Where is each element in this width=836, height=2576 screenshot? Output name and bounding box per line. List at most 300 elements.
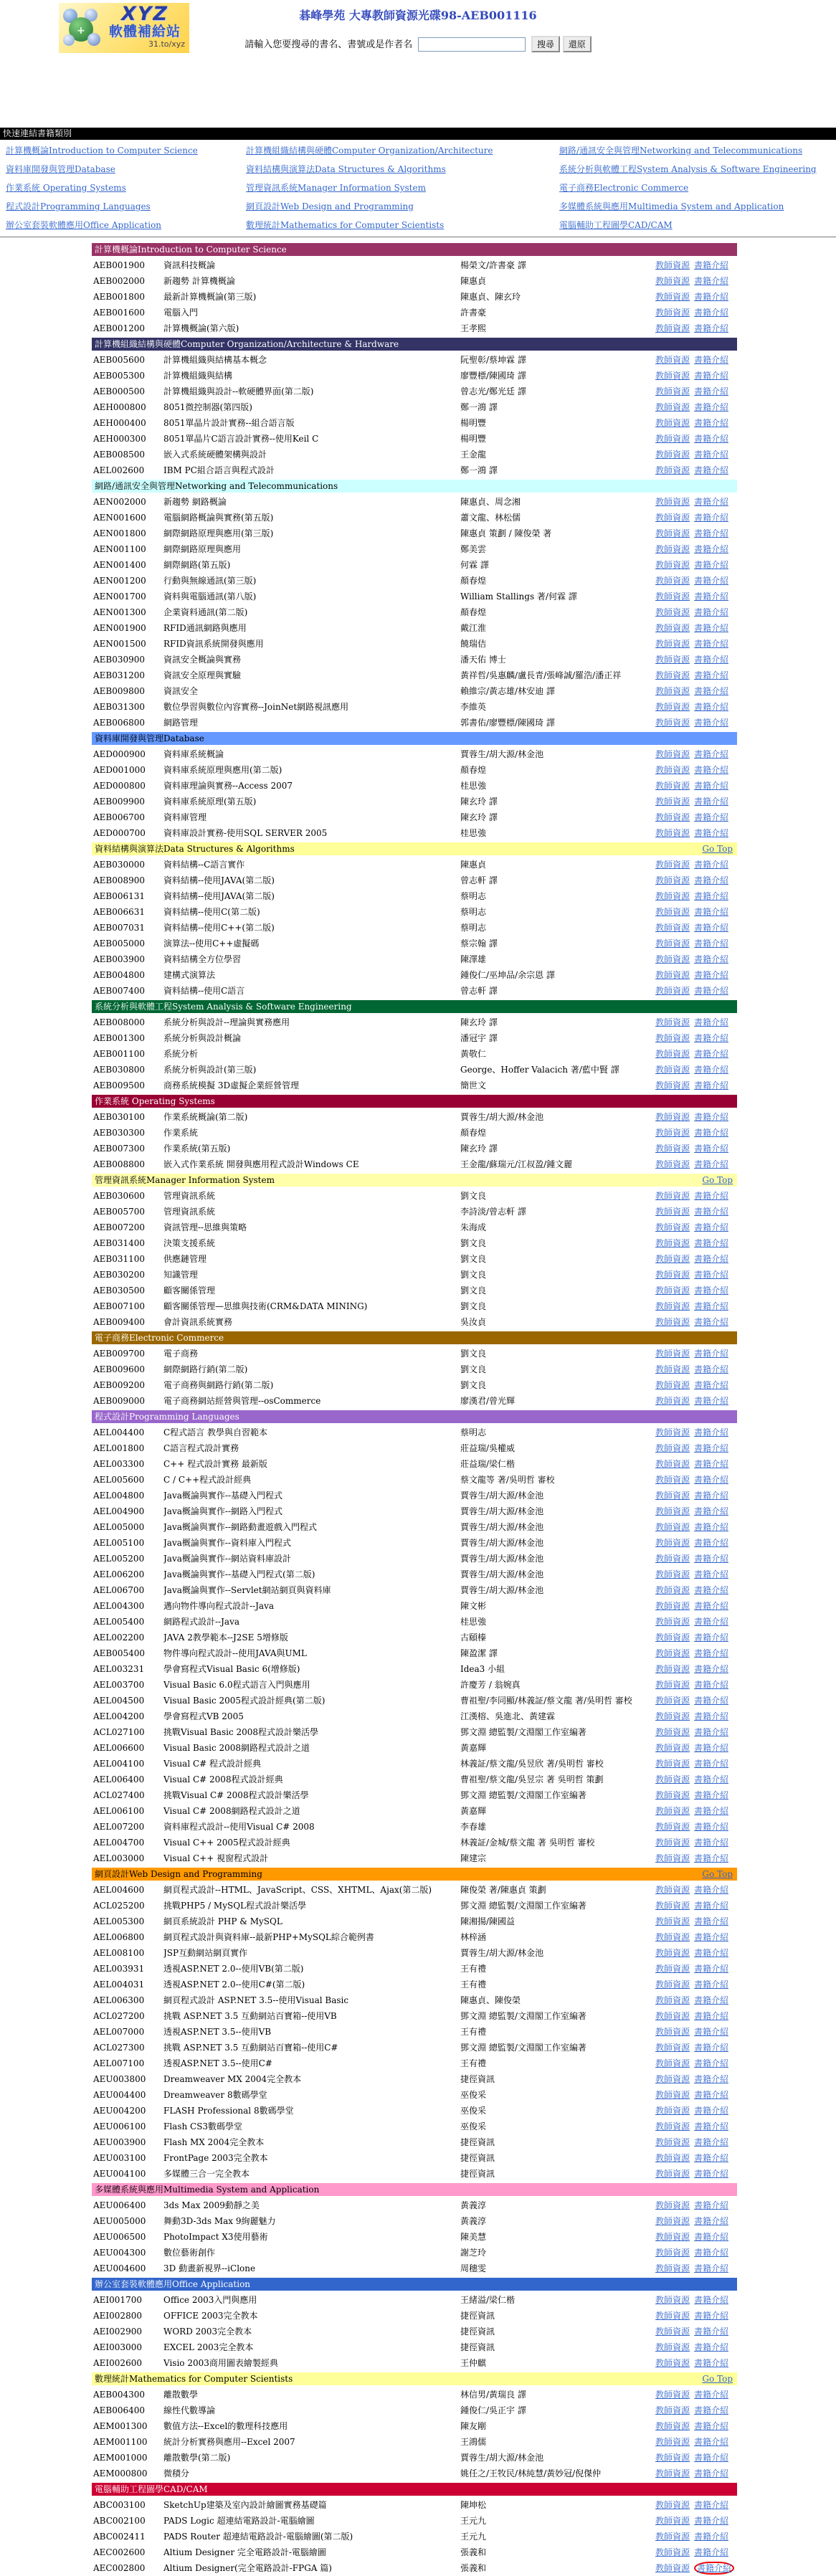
search-input[interactable] <box>418 37 526 52</box>
book-intro-link[interactable]: 書籍介紹 <box>694 1128 729 1138</box>
teacher-resource-link[interactable]: 教師資源 <box>655 607 690 617</box>
quick-link-14[interactable]: 電腦輔助工程圖學CAD/CAM <box>559 220 673 230</box>
teacher-resource-link[interactable]: 教師資源 <box>655 2516 690 2526</box>
teacher-resource-link[interactable]: 教師資源 <box>655 1790 690 1800</box>
teacher-resource-link[interactable]: 教師資源 <box>655 1065 690 1075</box>
book-intro-link[interactable]: 書籍介紹 <box>694 2027 729 2037</box>
quick-link-0[interactable]: 計算機概論Introduction to Computer Science <box>6 146 198 156</box>
book-intro-link[interactable]: 書籍介紹 <box>694 2358 729 2368</box>
book-intro-link[interactable]: 書籍介紹 <box>694 1522 729 1532</box>
book-intro-link[interactable]: 書籍介紹 <box>694 1901 729 1911</box>
book-intro-link[interactable]: 書籍介紹 <box>694 1380 729 1390</box>
teacher-resource-link[interactable]: 教師資源 <box>655 2043 690 2053</box>
reset-button[interactable]: 還原 <box>563 36 592 52</box>
book-intro-link[interactable]: 書籍介紹 <box>694 2532 729 2542</box>
book-intro-link[interactable]: 書籍介紹 <box>694 1932 729 1942</box>
book-row <box>92 2197 737 2213</box>
book-intro-link[interactable]: 書籍介紹 <box>694 2200 729 2210</box>
book-intro-link[interactable]: 書籍介紹 <box>694 1459 729 1469</box>
teacher-resource-link[interactable]: 教師資源 <box>655 1364 690 1374</box>
book-intro-link[interactable]: 書籍介紹 <box>694 1853 729 1863</box>
book-intro-link[interactable]: 書籍介紹 <box>694 2295 729 2305</box>
quick-link-12[interactable]: 辦公室套裝軟體應用Office Application <box>6 220 162 230</box>
teacher-resource-link[interactable]: 教師資源 <box>655 1475 690 1485</box>
teacher-resource-link[interactable]: 教師資源 <box>655 2532 690 2542</box>
teacher-resource-link[interactable]: 教師資源 <box>655 1080 690 1090</box>
book-intro-link[interactable]: 書籍介紹 <box>694 2405 729 2415</box>
teacher-resource-link[interactable]: 教師資源 <box>655 2563 690 2573</box>
book-code: AEC002800 <box>93 2563 146 2573</box>
teacher-resource-link[interactable]: 教師資源 <box>655 1853 690 1863</box>
teacher-resource-link[interactable]: 教師資源 <box>655 1901 690 1911</box>
book-intro-link[interactable]: 書籍介紹 <box>694 2562 734 2575</box>
book-intro-link[interactable]: 書籍介紹 <box>694 1995 729 2005</box>
teacher-resource-link[interactable]: 教師資源 <box>655 1838 690 1848</box>
book-intro-link[interactable]: 書籍介紹 <box>694 607 729 617</box>
go-top-link[interactable]: Go Top <box>702 2374 733 2384</box>
book-intro-link[interactable]: 書籍介紹 <box>694 1427 729 1437</box>
teacher-resource-link[interactable]: 教師資源 <box>655 591 690 602</box>
teacher-resource-link[interactable]: 教師資源 <box>655 1443 690 1453</box>
book-intro-link[interactable]: 書籍介紹 <box>694 986 729 996</box>
book-intro-link[interactable]: 書籍介紹 <box>694 1822 729 1832</box>
book-intro-link[interactable]: 書籍介紹 <box>694 1648 729 1658</box>
quick-link-10[interactable]: 網頁設計Web Design and Programming <box>246 201 414 212</box>
book-intro-link[interactable]: 書籍介紹 <box>694 1112 729 1122</box>
book-intro-link[interactable]: 書籍介紹 <box>694 386 729 396</box>
go-top-link[interactable]: Go Top <box>702 844 733 854</box>
book-intro-link[interactable]: 書籍介紹 <box>694 1790 729 1800</box>
quick-link-13[interactable]: 數理統計Mathematics for Computer Scientists <box>246 220 445 230</box>
teacher-resource-link[interactable]: 教師資源 <box>655 2405 690 2415</box>
book-code: AEB009600 <box>93 1364 146 1374</box>
teacher-resource-link[interactable]: 教師資源 <box>655 1301 690 1311</box>
teacher-resource-link[interactable]: 教師資源 <box>655 544 690 554</box>
quick-link-3[interactable]: 資料庫開發與管理Database <box>6 164 115 174</box>
teacher-resource-link[interactable]: 教師資源 <box>655 623 690 633</box>
teacher-resource-link[interactable]: 教師資源 <box>655 1664 690 1674</box>
book-intro-link[interactable]: 書籍介紹 <box>694 1144 729 1154</box>
book-intro-link[interactable]: 書籍介紹 <box>694 1049 729 1059</box>
quick-link-2[interactable]: 網路/通訊安全與管理Networking and Telecommunications <box>559 146 803 156</box>
teacher-resource-link[interactable]: 教師資源 <box>655 2263 690 2273</box>
quick-link-9[interactable]: 程式設計Programming Languages <box>6 201 151 212</box>
book-intro-link[interactable]: 書籍介紹 <box>694 1191 729 1201</box>
book-intro-link[interactable]: 書籍介紹 <box>694 2074 729 2084</box>
book-intro-link[interactable]: 書籍介紹 <box>694 812 729 822</box>
book-intro-link[interactable]: 書籍介紹 <box>694 2263 729 2273</box>
teacher-resource-link[interactable]: 教師資源 <box>655 1759 690 1769</box>
teacher-resource-link[interactable]: 教師資源 <box>655 2500 690 2510</box>
book-intro-link[interactable]: 書籍介紹 <box>694 2137 729 2147</box>
book-intro-link[interactable]: 書籍介紹 <box>694 2090 729 2100</box>
teacher-resource-link[interactable]: 教師資源 <box>655 1128 690 1138</box>
teacher-resource-link[interactable]: 教師資源 <box>655 1743 690 1753</box>
book-links <box>655 1377 737 1393</box>
book-intro-link[interactable]: 書籍介紹 <box>694 718 729 728</box>
book-intro-link[interactable]: 書籍介紹 <box>694 260 729 270</box>
book-intro-link[interactable]: 書籍介紹 <box>694 2516 729 2526</box>
book-intro-link[interactable]: 書籍介紹 <box>694 2169 729 2179</box>
teacher-resource-link[interactable]: 教師資源 <box>655 2342 690 2352</box>
book-intro-link[interactable]: 書籍介紹 <box>694 1664 729 1674</box>
teacher-resource-link[interactable]: 教師資源 <box>655 1238 690 1248</box>
teacher-resource-link[interactable]: 教師資源 <box>655 1617 690 1627</box>
teacher-resource-link[interactable]: 教師資源 <box>655 655 690 665</box>
book-intro-link[interactable]: 書籍介紹 <box>694 1743 729 1753</box>
teacher-resource-link[interactable]: 教師資源 <box>655 1207 690 1217</box>
teacher-resource-link[interactable]: 教師資源 <box>655 308 690 318</box>
book-intro-link[interactable]: 書籍介紹 <box>694 1585 729 1595</box>
quick-link-1[interactable]: 計算機組織結構與硬體Computer Organization/Architecture <box>246 146 493 156</box>
teacher-resource-link[interactable]: 教師資源 <box>655 528 690 538</box>
teacher-resource-link[interactable]: 教師資源 <box>655 418 690 428</box>
teacher-resource-link[interactable]: 教師資源 <box>655 1538 690 1548</box>
teacher-resource-link[interactable]: 教師資源 <box>655 2421 690 2431</box>
book-intro-link[interactable]: 書籍介紹 <box>694 308 729 318</box>
book-intro-link[interactable]: 書籍介紹 <box>694 1806 729 1816</box>
teacher-resource-link[interactable]: 教師資源 <box>655 1144 690 1154</box>
book-intro-link[interactable]: 書籍介紹 <box>694 2121 729 2131</box>
book-intro-link[interactable]: 書籍介紹 <box>694 1696 729 1706</box>
book-intro-link[interactable]: 書籍介紹 <box>694 2342 729 2352</box>
book-intro-link[interactable]: 書籍介紹 <box>694 418 729 428</box>
teacher-resource-link[interactable]: 教師資源 <box>655 938 690 949</box>
teacher-resource-link[interactable]: 教師資源 <box>655 1491 690 1501</box>
book-intro-link[interactable]: 書籍介紹 <box>694 1727 729 1737</box>
teacher-resource-link[interactable]: 教師資源 <box>655 686 690 696</box>
book-intro-link[interactable]: 書籍介紹 <box>694 1759 729 1769</box>
teacher-resource-link[interactable]: 教師資源 <box>655 576 690 586</box>
teacher-resource-link[interactable]: 教師資源 <box>655 2468 690 2478</box>
teacher-resource-link[interactable]: 教師資源 <box>655 1569 690 1579</box>
teacher-resource-link[interactable]: 教師資源 <box>655 1017 690 1027</box>
book-intro-link[interactable]: 書籍介紹 <box>694 1285 729 1296</box>
teacher-resource-link[interactable]: 教師資源 <box>655 797 690 807</box>
book-intro-link[interactable]: 書籍介紹 <box>694 1617 729 1627</box>
book-intro-link[interactable]: 書籍介紹 <box>694 2468 729 2478</box>
book-intro-link[interactable]: 書籍介紹 <box>694 2390 729 2400</box>
teacher-resource-link[interactable]: 教師資源 <box>655 1112 690 1122</box>
book-intro-link[interactable]: 書籍介紹 <box>694 2421 729 2431</box>
teacher-resource-link[interactable]: 教師資源 <box>655 1254 690 1264</box>
book-intro-link[interactable]: 書籍介紹 <box>694 1538 729 1548</box>
book-intro-link[interactable]: 書籍介紹 <box>694 1017 729 1027</box>
teacher-resource-link[interactable]: 教師資源 <box>655 1222 690 1232</box>
teacher-resource-link[interactable]: 教師資源 <box>655 2547 690 2557</box>
book-intro-link[interactable]: 書籍介紹 <box>694 1601 729 1611</box>
teacher-resource-link[interactable]: 教師資源 <box>655 1916 690 1926</box>
teacher-resource-link[interactable]: 教師資源 <box>655 2358 690 2368</box>
book-intro-link[interactable]: 書籍介紹 <box>694 781 729 791</box>
teacher-resource-link[interactable]: 教師資源 <box>655 1191 690 1201</box>
book-intro-link[interactable]: 書籍介紹 <box>694 1774 729 1784</box>
teacher-resource-link[interactable]: 教師資源 <box>655 1049 690 1059</box>
book-intro-link[interactable]: 書籍介紹 <box>694 797 729 807</box>
teacher-resource-link[interactable]: 教師資源 <box>655 1774 690 1784</box>
teacher-resource-link[interactable]: 教師資源 <box>655 1822 690 1832</box>
book-intro-link[interactable]: 書籍介紹 <box>694 1349 729 1359</box>
book-intro-link[interactable]: 書籍介紹 <box>694 2011 729 2021</box>
teacher-resource-link[interactable]: 教師資源 <box>655 1270 690 1280</box>
book-intro-link[interactable]: 書籍介紹 <box>694 1317 729 1327</box>
book-intro-link[interactable]: 書籍介紹 <box>694 1554 729 1564</box>
teacher-resource-link[interactable]: 教師資源 <box>655 2106 690 2116</box>
book-intro-link[interactable]: 書籍介紹 <box>694 702 729 712</box>
teacher-resource-link[interactable]: 教師資源 <box>655 970 690 980</box>
book-intro-link[interactable]: 書籍介紹 <box>694 1948 729 1958</box>
teacher-resource-link[interactable]: 教師資源 <box>655 1632 690 1643</box>
book-intro-link[interactable]: 書籍介紹 <box>694 1885 729 1895</box>
teacher-resource-link[interactable]: 教師資源 <box>655 2311 690 2321</box>
book-intro-link[interactable]: 書籍介紹 <box>694 1207 729 1217</box>
book-intro-link[interactable]: 書籍介紹 <box>694 828 729 838</box>
book-intro-link[interactable]: 書籍介紹 <box>694 1033 729 1043</box>
book-intro-link[interactable]: 書籍介紹 <box>694 749 729 759</box>
teacher-resource-link[interactable]: 教師資源 <box>655 2153 690 2163</box>
teacher-resource-link[interactable]: 教師資源 <box>655 1380 690 1390</box>
book-intro-link[interactable]: 書籍介紹 <box>694 2043 729 2053</box>
section-label: 辦公室套裝軟體應用Office Application <box>95 2279 251 2289</box>
book-intro-link[interactable]: 書籍介紹 <box>694 891 729 901</box>
teacher-resource-link[interactable]: 教師資源 <box>655 2295 690 2305</box>
teacher-resource-link[interactable]: 教師資源 <box>655 2058 690 2068</box>
book-intro-link[interactable]: 書籍介紹 <box>694 1632 729 1643</box>
teacher-resource-link[interactable]: 教師資源 <box>655 497 690 507</box>
book-row <box>92 2024 737 2040</box>
book-intro-link[interactable]: 書籍介紹 <box>694 2216 729 2226</box>
teacher-resource-link[interactable]: 教師資源 <box>655 276 690 286</box>
book-intro-link[interactable]: 書籍介紹 <box>694 1222 729 1232</box>
book-intro-link[interactable]: 書籍介紹 <box>694 276 729 286</box>
teacher-resource-link[interactable]: 教師資源 <box>655 670 690 680</box>
book-intro-link[interactable]: 書籍介紹 <box>694 1396 729 1406</box>
book-intro-link[interactable]: 書籍介紹 <box>694 450 729 460</box>
book-intro-link[interactable]: 書籍介紹 <box>694 1979 729 1990</box>
teacher-resource-link[interactable]: 教師資源 <box>655 1349 690 1359</box>
book-intro-link[interactable]: 書籍介紹 <box>694 639 729 649</box>
book-code: AEL002600 <box>93 465 145 475</box>
teacher-resource-link[interactable]: 教師資源 <box>655 1727 690 1737</box>
teacher-resource-link[interactable]: 教師資源 <box>655 875 690 885</box>
teacher-resource-link[interactable]: 教師資源 <box>655 1506 690 1516</box>
teacher-resource-link[interactable]: 教師資源 <box>655 702 690 712</box>
quick-link-8[interactable]: 電子商務Electronic Commerce <box>559 183 689 193</box>
book-intro-link[interactable]: 書籍介紹 <box>694 2437 729 2447</box>
teacher-resource-link[interactable]: 教師資源 <box>655 1427 690 1437</box>
teacher-resource-link[interactable]: 教師資源 <box>655 434 690 444</box>
book-intro-link[interactable]: 書籍介紹 <box>694 544 729 554</box>
book-intro-link[interactable]: 書籍介紹 <box>694 576 729 586</box>
teacher-resource-link[interactable]: 教師資源 <box>655 371 690 381</box>
book-intro-link[interactable]: 書籍介紹 <box>694 1238 729 1248</box>
teacher-resource-link[interactable]: 教師資源 <box>655 1317 690 1327</box>
teacher-resource-link[interactable]: 教師資源 <box>655 450 690 460</box>
book-intro-link[interactable]: 書籍介紹 <box>694 1301 729 1311</box>
book-intro-link[interactable]: 書籍介紹 <box>694 2500 729 2510</box>
teacher-resource-link[interactable]: 教師資源 <box>655 2011 690 2021</box>
book-intro-link[interactable]: 書籍介紹 <box>694 1270 729 1280</box>
book-intro-link[interactable]: 書籍介紹 <box>694 970 729 980</box>
teacher-resource-link[interactable]: 教師資源 <box>655 2327 690 2337</box>
teacher-resource-link[interactable]: 教師資源 <box>655 923 690 933</box>
book-intro-link[interactable]: 書籍介紹 <box>694 1443 729 1453</box>
teacher-resource-link[interactable]: 教師資源 <box>655 1585 690 1595</box>
teacher-resource-link[interactable]: 教師資源 <box>655 1554 690 1564</box>
book-intro-link[interactable]: 書籍介紹 <box>694 2232 729 2242</box>
book-intro-link[interactable]: 書籍介紹 <box>694 292 729 302</box>
teacher-resource-link[interactable]: 教師資源 <box>655 560 690 570</box>
book-intro-link[interactable]: 書籍介紹 <box>694 528 729 538</box>
teacher-resource-link[interactable]: 教師資源 <box>655 954 690 964</box>
book-intro-link[interactable]: 書籍介紹 <box>694 954 729 964</box>
teacher-resource-link[interactable]: 教師資源 <box>655 749 690 759</box>
book-intro-link[interactable]: 書籍介紹 <box>694 1680 729 1690</box>
book-intro-link[interactable]: 書籍介紹 <box>694 686 729 696</box>
book-intro-link[interactable]: 書籍介紹 <box>694 1569 729 1579</box>
teacher-resource-link[interactable]: 教師資源 <box>655 465 690 475</box>
teacher-resource-link[interactable]: 教師資源 <box>655 2216 690 2226</box>
book-intro-link[interactable]: 書籍介紹 <box>694 1065 729 1075</box>
book-intro-link[interactable]: 書籍介紹 <box>694 765 729 775</box>
book-intro-link[interactable]: 書籍介紹 <box>694 1711 729 1721</box>
teacher-resource-link[interactable]: 教師資源 <box>655 860 690 870</box>
book-intro-link[interactable]: 書籍介紹 <box>694 1491 729 1501</box>
teacher-resource-link[interactable]: 教師資源 <box>655 1396 690 1406</box>
teacher-resource-link[interactable]: 教師資源 <box>655 1522 690 1532</box>
book-intro-link[interactable]: 書籍介紹 <box>694 434 729 444</box>
book-intro-link[interactable]: 書籍介紹 <box>694 560 729 570</box>
book-intro-link[interactable]: 書籍介紹 <box>694 670 729 680</box>
teacher-resource-link[interactable]: 教師資源 <box>655 2137 690 2147</box>
teacher-resource-link[interactable]: 教師資源 <box>655 891 690 901</box>
book-intro-link[interactable]: 書籍介紹 <box>694 2106 729 2116</box>
teacher-resource-link[interactable]: 教師資源 <box>655 1979 690 1990</box>
teacher-resource-link[interactable]: 教師資源 <box>655 1696 690 1706</box>
book-intro-link[interactable]: 書籍介紹 <box>694 2248 729 2258</box>
teacher-resource-link[interactable]: 教師資源 <box>655 986 690 996</box>
teacher-resource-link[interactable]: 教師資源 <box>655 2027 690 2037</box>
section-header <box>92 1410 737 1423</box>
teacher-resource-link[interactable]: 教師資源 <box>655 1033 690 1043</box>
teacher-resource-link[interactable]: 教師資源 <box>655 1711 690 1721</box>
teacher-resource-link[interactable]: 教師資源 <box>655 1680 690 1690</box>
teacher-resource-link[interactable]: 教師資源 <box>655 812 690 822</box>
book-intro-link[interactable]: 書籍介紹 <box>694 1159 729 1169</box>
book-intro-link[interactable]: 書籍介紹 <box>694 371 729 381</box>
teacher-resource-link[interactable]: 教師資源 <box>655 323 690 333</box>
go-top-link[interactable]: Go Top <box>702 1175 733 1185</box>
book-intro-link[interactable]: 書籍介紹 <box>694 2153 729 2163</box>
teacher-resource-link[interactable]: 教師資源 <box>655 2074 690 2084</box>
teacher-resource-link[interactable]: 教師資源 <box>655 1885 690 1895</box>
book-intro-link[interactable]: 書籍介紹 <box>694 907 729 917</box>
book-intro-link[interactable]: 書籍介紹 <box>694 1964 729 1974</box>
quick-link-11[interactable]: 多媒體系統與應用Multimedia System and Application <box>559 201 784 212</box>
teacher-resource-link[interactable]: 教師資源 <box>655 1459 690 1469</box>
teacher-resource-link[interactable]: 教師資源 <box>655 1806 690 1816</box>
book-intro-link[interactable]: 書籍介紹 <box>694 1364 729 1374</box>
book-intro-link[interactable]: 書籍介紹 <box>694 465 729 475</box>
teacher-resource-link[interactable]: 教師資源 <box>655 1648 690 1658</box>
teacher-resource-link[interactable]: 教師資源 <box>655 1601 690 1611</box>
book-intro-link[interactable]: 書籍介紹 <box>694 923 729 933</box>
teacher-resource-link[interactable]: 教師資源 <box>655 1932 690 1942</box>
book-intro-link[interactable]: 書籍介紹 <box>694 323 729 333</box>
teacher-resource-link[interactable]: 教師資源 <box>655 292 690 302</box>
book-row <box>92 2308 737 2324</box>
book-intro-link[interactable]: 書籍介紹 <box>694 875 729 885</box>
teacher-resource-link[interactable]: 教師資源 <box>655 1159 690 1169</box>
teacher-resource-link[interactable]: 教師資源 <box>655 781 690 791</box>
teacher-resource-link[interactable]: 教師資源 <box>655 2248 690 2258</box>
teacher-resource-link[interactable]: 教師資源 <box>655 386 690 396</box>
teacher-resource-link[interactable]: 教師資源 <box>655 355 690 365</box>
quick-link-4[interactable]: 資料結構與演算法Data Structures & Algorithms <box>246 164 446 174</box>
book-intro-link[interactable]: 書籍介紹 <box>694 1916 729 1926</box>
book-intro-link[interactable]: 書籍介紹 <box>694 2547 729 2557</box>
book-intro-link[interactable]: 書籍介紹 <box>694 355 729 365</box>
teacher-resource-link[interactable]: 教師資源 <box>655 765 690 775</box>
teacher-resource-link[interactable]: 教師資源 <box>655 2200 690 2210</box>
book-intro-link[interactable]: 書籍介紹 <box>694 402 729 412</box>
book-intro-link[interactable]: 書籍介紹 <box>694 2058 729 2068</box>
teacher-resource-link[interactable]: 教師資源 <box>655 2232 690 2242</box>
teacher-resource-link[interactable]: 教師資源 <box>655 1285 690 1296</box>
book-intro-link[interactable]: 書籍介紹 <box>694 1506 729 1516</box>
book-intro-link[interactable]: 書籍介紹 <box>694 623 729 633</box>
teacher-resource-link[interactable]: 教師資源 <box>655 828 690 838</box>
book-intro-link[interactable]: 書籍介紹 <box>694 1838 729 1848</box>
book-intro-link[interactable]: 書籍介紹 <box>694 497 729 507</box>
book-intro-link[interactable]: 書籍介紹 <box>694 655 729 665</box>
book-intro-link[interactable]: 書籍介紹 <box>694 2311 729 2321</box>
quick-link-7[interactable]: 管理資訊系統Manager Information System <box>246 183 426 193</box>
book-intro-link[interactable]: 書籍介紹 <box>694 1254 729 1264</box>
book-intro-link[interactable]: 書籍介紹 <box>694 2453 729 2463</box>
book-title: Visual C# 程式設計經典 <box>163 1759 262 1769</box>
teacher-resource-link[interactable]: 教師資源 <box>655 1964 690 1974</box>
quick-link-5[interactable]: 系統分析與軟體工程System Analysis & Software Engineering <box>559 164 817 174</box>
teacher-resource-link[interactable]: 教師資源 <box>655 1948 690 1958</box>
book-intro-link[interactable]: 書籍介紹 <box>694 2327 729 2337</box>
book-intro-link[interactable]: 書籍介紹 <box>694 513 729 523</box>
teacher-resource-link[interactable]: 教師資源 <box>655 2121 690 2131</box>
teacher-resource-link[interactable]: 教師資源 <box>655 1995 690 2005</box>
teacher-resource-link[interactable]: 教師資源 <box>655 402 690 412</box>
book-code: ACL027200 <box>93 2011 145 2021</box>
go-top-link[interactable]: Go Top <box>702 1869 733 1879</box>
teacher-resource-link[interactable]: 教師資源 <box>655 2437 690 2447</box>
teacher-resource-link[interactable]: 教師資源 <box>655 907 690 917</box>
book-intro-link[interactable]: 書籍介紹 <box>694 860 729 870</box>
book-intro-link[interactable]: 書籍介紹 <box>694 591 729 602</box>
teacher-resource-link[interactable]: 教師資源 <box>655 513 690 523</box>
teacher-resource-link[interactable]: 教師資源 <box>655 2390 690 2400</box>
teacher-resource-link[interactable]: 教師資源 <box>655 2453 690 2463</box>
book-title: Visual C# 2008程式設計經典 <box>163 1774 283 1784</box>
quick-link-6[interactable]: 作業系統 Operating Systems <box>6 183 126 193</box>
search-button[interactable]: 搜尋 <box>531 36 560 52</box>
teacher-resource-link[interactable]: 教師資源 <box>655 2090 690 2100</box>
teacher-resource-link[interactable]: 教師資源 <box>655 718 690 728</box>
teacher-resource-link[interactable]: 教師資源 <box>655 639 690 649</box>
book-intro-link[interactable]: 書籍介紹 <box>694 1475 729 1485</box>
teacher-resource-link[interactable]: 教師資源 <box>655 2169 690 2179</box>
book-intro-link[interactable]: 書籍介紹 <box>694 1080 729 1090</box>
book-intro-link[interactable]: 書籍介紹 <box>694 938 729 949</box>
teacher-resource-link[interactable]: 教師資源 <box>655 260 690 270</box>
